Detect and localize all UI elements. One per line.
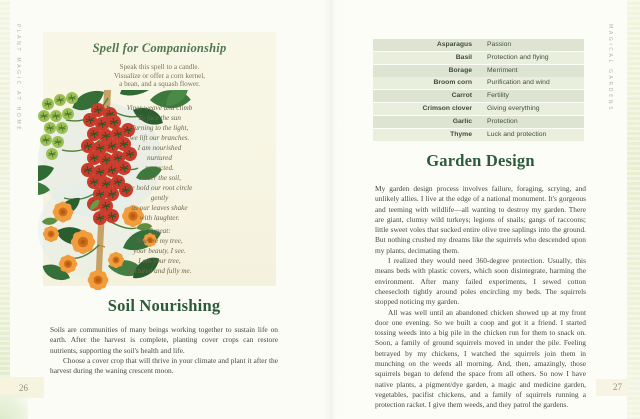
- plant-name: Borage: [448, 66, 472, 74]
- paragraph: Soils are communities of many beings working together to sustain life on earth. After the harvest is complete, planting cover crops can restore nutrients, supporting the soil's health and life.: [50, 325, 278, 355]
- paragraph: All was well until an abandoned chicken showed up at my front door one evening. So we built a coop and got it a friend. I started tossing weeds into a big pile in the chicken run for them to snack on. Soon, a family of ground squirrels moved in under the pile. Feeling betrayed by my chickens, I watched the squirrels join them in munching on the weeds all morning. And, then, amazingly, those squirrels began to defend the space from all others. So now I have native plants, a pigment/dye garden, a magic and medicine garden, vegetables, pacifist chickens, and a family of squirrels running a protection racket. I give them weeds, and they patrol the gardens.: [375, 307, 586, 410]
- book-page-edges-right: [625, 0, 640, 419]
- plant-name: Crimson clover: [422, 104, 472, 112]
- soil-nourishing-body: [50, 325, 278, 376]
- poem-line: as our leaves shake: [131, 204, 188, 213]
- poem-line: I am your tree,: [138, 257, 181, 266]
- plant-meaning: Passion: [487, 41, 512, 48]
- table-row: [373, 129, 584, 141]
- section-title-soil-nourishing: Soil Nourishing: [107, 296, 221, 315]
- plant-meaning: Protection and flying: [487, 53, 549, 61]
- left-page-number: 26: [19, 383, 28, 393]
- plant-meaning: Protection: [487, 117, 518, 125]
- spell-text-block: [43, 32, 276, 276]
- table-row: [373, 65, 584, 77]
- poem-line: You are my tree,: [136, 237, 183, 246]
- plant-name: Garlic: [452, 117, 472, 125]
- paragraph: I realized they would need 360-degree protection. Usually, this means beds with plastic covers, which soon disintegrate, harming the environment. After many failed experiments, I sewed cotton cheesecloth tightly around poles encircling my beds. The squirrels stopped noticing my garden.: [375, 256, 586, 307]
- left-spine-title: PLANT MAGIC AT HOME: [15, 24, 21, 133]
- table-row: [373, 116, 584, 128]
- spell-title: Spell for Companionship: [92, 41, 227, 55]
- poem-line: gently: [150, 194, 169, 203]
- poem-line: Repeat:: [148, 227, 171, 236]
- table-row: [373, 77, 584, 89]
- table-row: [373, 52, 584, 64]
- spell-repeat-stanza: [43, 226, 276, 276]
- garden-design-heading-wrap: [375, 151, 586, 171]
- plant-meaning: Fertility: [487, 92, 509, 100]
- poem-line: I am nourished: [137, 144, 182, 153]
- plant-name: Carrot: [451, 92, 472, 100]
- poem-line: your beauty, I see.: [133, 247, 186, 256]
- soil-nourishing-section: [50, 296, 278, 376]
- spell-poem: [43, 103, 276, 223]
- plant-meaning: Merriment: [487, 66, 518, 74]
- plant-name: Thyme: [450, 130, 472, 138]
- poem-line: protected.: [145, 164, 174, 173]
- right-spine-title: MAGICAL GARDENS: [607, 24, 613, 112]
- garden-design-body: [375, 184, 586, 411]
- poem-line: we hold our root circle: [126, 184, 193, 193]
- poem-line: Vines weave and climb: [126, 104, 193, 113]
- table-row: [373, 39, 584, 51]
- corner-wash: [0, 394, 28, 419]
- plant-name: Asparagus: [436, 41, 472, 48]
- spell-instruction-line: Speak this spell to a candle.: [119, 63, 200, 71]
- poem-line: we lift our branches.: [129, 134, 190, 143]
- plant-meaning: Luck and protection: [487, 130, 547, 138]
- plant-name: Broom corn: [433, 79, 472, 87]
- poem-line: with laughter.: [139, 214, 180, 223]
- plant-meaning: Giving everything: [487, 104, 540, 112]
- spell-instruction-line: a bean, and a squash flower.: [119, 80, 200, 89]
- plant-name: Basil: [455, 53, 472, 61]
- poem-line: Under the soil,: [138, 174, 181, 183]
- table-row: [373, 103, 584, 115]
- poem-line: nurtured: [147, 154, 172, 163]
- spell-instructions: [43, 63, 276, 89]
- page-number-band-right: [596, 379, 628, 396]
- right-page-number: 27: [613, 382, 622, 392]
- paragraph: Choose a cover crop that will thrive in your climate and plant it after the harvest during the waning crescent moon.: [50, 355, 278, 376]
- poem-line: Turning to the light,: [130, 124, 189, 133]
- spell-instruction-line: Visualize or offer a corn kernel,: [113, 71, 206, 80]
- section-title-garden-design: Garden Design: [426, 151, 535, 170]
- plant-correspondence-table: [373, 39, 584, 141]
- poem-line: nurtured and fully me.: [127, 267, 192, 276]
- paragraph: My garden design process involves failure, foraging, scrying, and unlikely allies. I live at the edge of a national monument. It's gorgeous and teeming with wildlife—all wanting to destroy my garden. There are giant, clumsy wild turkeys; legions of snails; gangs of raccoons; little sweet voles that sucked entire olive tree saplings into the ground. But nothing crushed my dreams like the squirrels who descended upon my plants, decimating them.: [375, 184, 586, 255]
- poem-line: To face the sun: [137, 114, 182, 123]
- table-row: [373, 90, 584, 102]
- plant-meaning: Purification and wind: [487, 79, 550, 87]
